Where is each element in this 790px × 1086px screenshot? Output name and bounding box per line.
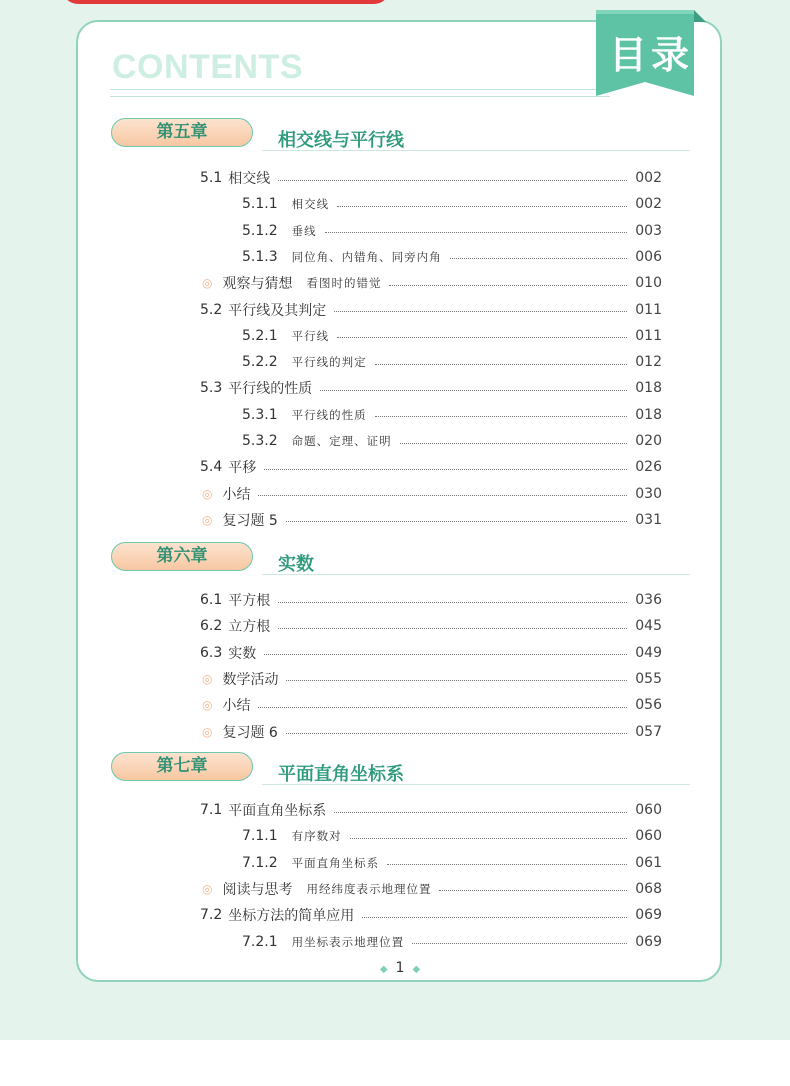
toc-entry[interactable] — [200, 589, 662, 611]
entry-page: 031 — [635, 511, 662, 528]
chapter-rule — [262, 150, 690, 151]
entry-title: 平行线 — [291, 328, 330, 343]
entry-page: 020 — [635, 433, 662, 449]
toc-entry[interactable] — [242, 246, 662, 268]
toc-entry[interactable] — [242, 825, 662, 847]
dot-leader — [258, 707, 627, 708]
toc-entry[interactable] — [200, 878, 662, 900]
dot-leader — [286, 680, 627, 681]
entry-number: 5.2.2 — [242, 354, 278, 371]
entry-number: 5.3.1 — [242, 406, 278, 423]
entry-page: 018 — [635, 406, 662, 423]
toc-entry[interactable] — [200, 456, 662, 478]
bullet-icon: ◎ — [202, 671, 213, 686]
chapter-title: 实数 — [278, 554, 314, 575]
chapter-title: 平面直角坐标系 — [278, 764, 404, 785]
toc-entry[interactable] — [242, 325, 662, 347]
dot-leader — [278, 180, 627, 181]
dot-leader — [278, 602, 627, 603]
entry-page: 030 — [635, 485, 662, 502]
entry-title: 小结 — [222, 486, 251, 503]
chapter-rule — [262, 784, 690, 785]
chapter-title: 相交线与平行线 — [278, 130, 404, 151]
dot-leader — [412, 943, 627, 944]
dot-leader — [387, 864, 627, 865]
entry-page: 057 — [635, 723, 662, 740]
entry-page: 026 — [635, 459, 662, 476]
badge-label: 目录 — [608, 33, 693, 77]
entry-page: 002 — [635, 170, 662, 186]
entry-number: 5.1 — [200, 170, 223, 186]
entry-title: 立方根 — [228, 619, 271, 636]
entry-number: 5.3.2 — [242, 433, 278, 449]
chapter-rule — [262, 574, 690, 575]
dot-leader — [320, 390, 627, 391]
dot-leader — [286, 733, 627, 734]
entry-page: 036 — [635, 592, 662, 608]
entry-page: 060 — [635, 828, 662, 845]
chapter-label: 第七章 — [111, 752, 253, 781]
entry-page: 049 — [635, 644, 662, 661]
dot-leader — [375, 416, 628, 417]
entry-title: 平行线的判定 — [291, 355, 367, 370]
entry-page: 010 — [635, 275, 662, 292]
entry-number: 7.1.1 — [242, 828, 278, 845]
dot-leader — [334, 311, 627, 312]
heading-double-rule — [110, 89, 610, 97]
entry-number: 6.1 — [200, 592, 223, 608]
entry-title: 相交线 — [291, 197, 330, 212]
dot-leader — [389, 285, 627, 286]
page-footer — [360, 960, 440, 976]
top-red-banner — [62, 0, 390, 4]
entry-number: 7.1.2 — [242, 854, 278, 871]
entry-number: 5.1.1 — [242, 196, 278, 213]
entry-subtitle: 用经纬度表示地理位置 — [306, 881, 432, 896]
entry-title: 相交线 — [228, 171, 271, 187]
entry-number: 5.2 — [200, 301, 223, 318]
footer-dot-icon: ◆ — [412, 964, 421, 975]
entry-page: 061 — [635, 854, 662, 871]
page-number: 1 — [395, 960, 405, 976]
entry-title: 用坐标表示地理位置 — [291, 934, 405, 949]
entry-page: 012 — [635, 354, 662, 371]
toc-entry[interactable] — [242, 351, 662, 373]
toc-entry[interactable] — [242, 193, 662, 215]
dot-leader — [334, 812, 627, 813]
dot-leader — [439, 890, 627, 891]
bullet-icon: ◎ — [202, 698, 213, 713]
toc-entry[interactable] — [200, 721, 662, 743]
toc-entry[interactable] — [200, 694, 662, 716]
bullet-icon: ◎ — [202, 486, 213, 501]
bullet-icon: ◎ — [202, 881, 213, 896]
contents-heading: CONTENTS — [112, 48, 303, 86]
entry-title: 同位角、内错角、同旁内角 — [291, 249, 442, 264]
dot-leader — [362, 917, 627, 918]
dot-leader — [264, 469, 627, 470]
entry-title: 平行线及其判定 — [228, 302, 327, 319]
entry-title: 坐标方法的简单应用 — [228, 908, 355, 925]
entry-title: 平移 — [228, 460, 257, 477]
entry-page: 006 — [635, 248, 662, 265]
toc-entry[interactable] — [242, 404, 662, 426]
entry-number: 5.1.3 — [242, 248, 278, 265]
entry-page: 002 — [635, 196, 662, 213]
dot-leader — [258, 495, 627, 496]
entry-page: 011 — [635, 301, 662, 318]
entry-page: 068 — [635, 880, 662, 897]
entry-title: 实数 — [228, 645, 257, 662]
dot-leader — [325, 232, 628, 233]
entry-title: 观察与猜想 — [222, 276, 293, 293]
entry-page: 069 — [635, 933, 662, 950]
toc-entry[interactable] — [200, 377, 662, 399]
entry-number: 5.3 — [200, 380, 223, 397]
toc-entry[interactable] — [200, 615, 662, 637]
toc-entry[interactable] — [200, 483, 662, 505]
entry-page: 055 — [635, 670, 662, 687]
entry-title: 数学活动 — [222, 671, 279, 688]
chapter-label: 第六章 — [111, 542, 253, 571]
entry-subtitle: 看图时的错觉 — [306, 276, 382, 291]
entry-number: 5.4 — [200, 459, 223, 476]
entry-number: 7.1 — [200, 802, 223, 818]
entry-page: 069 — [635, 907, 662, 924]
entry-title: 小结 — [222, 698, 251, 715]
entry-page: 056 — [635, 697, 662, 714]
entry-title: 垂线 — [291, 223, 317, 238]
dot-leader — [375, 364, 628, 365]
toc-entry[interactable] — [200, 668, 662, 690]
dot-leader — [350, 838, 628, 839]
dot-leader — [337, 337, 627, 338]
toc-entry[interactable] — [242, 852, 662, 874]
entry-number: 6.3 — [200, 644, 223, 661]
dot-leader — [286, 521, 627, 522]
bullet-icon: ◎ — [202, 276, 213, 291]
entry-title: 平面直角坐标系 — [228, 803, 327, 819]
entry-title: 复习题 6 — [222, 724, 278, 741]
entry-title: 平行线的性质 — [291, 407, 367, 422]
chapter-label: 第五章 — [111, 118, 253, 147]
toc-entry[interactable] — [200, 167, 662, 189]
bullet-icon: ◎ — [202, 724, 213, 739]
footer-dot-icon: ◆ — [379, 964, 388, 975]
dot-leader — [278, 628, 627, 629]
entry-number: 5.2.1 — [242, 327, 278, 344]
entry-number: 5.1.2 — [242, 222, 278, 239]
dot-leader — [337, 206, 627, 207]
entry-title: 平面直角坐标系 — [291, 855, 380, 870]
entry-page: 018 — [635, 380, 662, 397]
toc-entry[interactable] — [242, 931, 662, 953]
entry-title: 阅读与思考 — [222, 881, 293, 898]
entry-number: 7.2 — [200, 907, 223, 924]
entry-title: 有序数对 — [291, 829, 342, 844]
bullet-icon: ◎ — [202, 512, 213, 527]
dot-leader — [400, 443, 628, 444]
entry-page: 011 — [635, 327, 662, 344]
dot-leader — [450, 258, 628, 259]
toc-entry[interactable] — [200, 272, 662, 294]
entry-title: 命题、定理、证明 — [291, 434, 392, 448]
entry-page: 003 — [635, 222, 662, 239]
entry-title: 平方根 — [228, 593, 271, 609]
entry-number: 7.2.1 — [242, 933, 278, 950]
entry-page: 045 — [635, 618, 662, 635]
toc-entry[interactable] — [200, 904, 662, 926]
toc-entry[interactable] — [200, 299, 662, 321]
toc-entry[interactable] — [242, 430, 662, 452]
toc-entry[interactable] — [242, 220, 662, 242]
toc-entry[interactable] — [200, 799, 662, 821]
entry-number: 6.2 — [200, 618, 223, 635]
entry-title: 复习题 5 — [222, 512, 278, 529]
toc-entry[interactable] — [200, 642, 662, 664]
dot-leader — [264, 654, 627, 655]
entry-page: 060 — [635, 802, 662, 818]
entry-title: 平行线的性质 — [228, 381, 313, 398]
toc-entry[interactable] — [200, 509, 662, 531]
